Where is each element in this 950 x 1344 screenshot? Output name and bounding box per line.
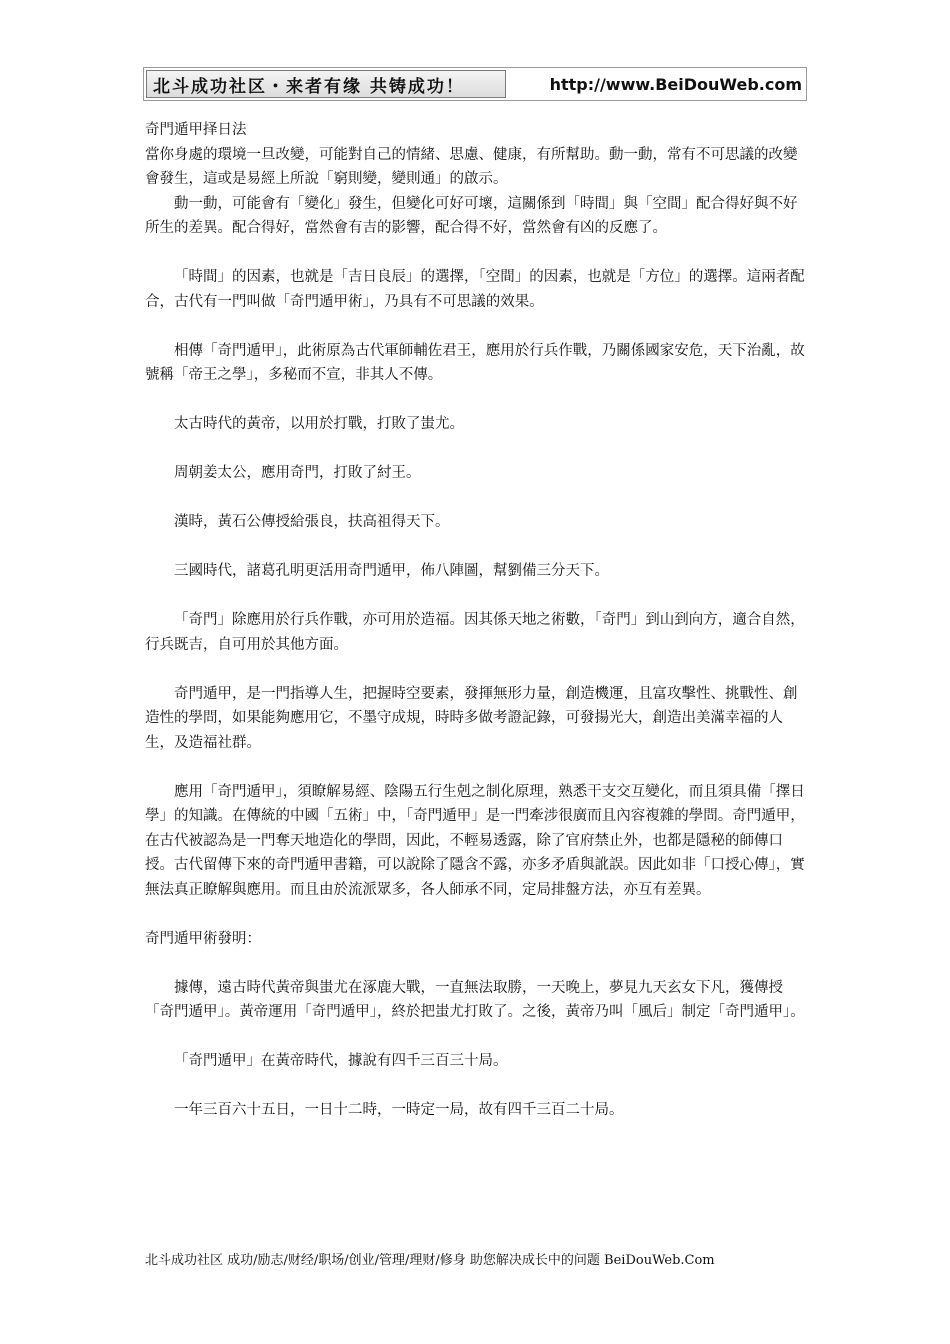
paragraph: 應用「奇門遁甲」，須瞭解易經、陰陽五行生剋之制化原理，熟悉干支交互變化，而且須具備「擇日學」的知識。在傳統的中國「五術」中，「奇門遁甲」是一門牽涉很廣而且內容複雜的學問。奇門遁甲，在古代被認為是一門奪天地造化的學問，因此，不輕易透露，除了官府禁止外，也都是隱秘的師傳口授。古代留傳下來的奇門遁甲書籍，可以說除了隱含不露，亦多矛盾與訛誤。因此如非「口授心傳」，實無法真正瞭解與應用。而且由於流派眾多，各人師承不同，定局排盤方法，亦互有差異。	[145, 783, 805, 898]
paragraph: 三國時代，諸葛孔明更活用奇門遁甲，佈八陣圖，幫劉備三分天下。	[174, 563, 609, 579]
page-footer: 北斗成功社区 成功/励志/财经/职场/创业/管理/理财/修身 助您解决成长中的问题 BeiDouWeb.Com	[145, 1253, 715, 1268]
site-banner	[143, 67, 807, 101]
paragraph: 「奇門」除應用於行兵作戰，亦可用於造福。因其係天地之術數，「奇門」到山到向方，適合自然，行兵既吉，自可用於其他方面。	[145, 612, 805, 653]
banner-url[interactable]: http://www.BeiDouWeb.com	[549, 74, 802, 94]
section-heading: 奇門遁甲術發明：	[145, 930, 261, 947]
paragraph: 「奇門遁甲」在黃帝時代，據說有四千三百三十局。	[174, 1053, 508, 1069]
paragraph: 漢時，黃石公傳授給張良，扶高祖得天下。	[174, 514, 450, 530]
article-body	[145, 118, 807, 1123]
paragraph: 周朝姜太公，應用奇門，打敗了紂王。	[174, 465, 421, 481]
paragraph: 動一動，可能會有「變化」發生，但變化可好可壞，這關係到「時間」與「空間」配合得好與不好所生的差異。配合得好，當然會有吉的影響，配合得不好，當然會有凶的反應了。	[145, 195, 798, 236]
banner-slogan: 北斗成功社区・来者有缘 共铸成功！	[146, 70, 506, 98]
paragraph: 據傳，遠古時代黃帝與蚩尤在涿鹿大戰，一直無法取勝，一天晚上，夢見九天玄女下凡，獲傳授「奇門遁甲」。黃帝運用「奇門遁甲」，終於把蚩尤打敗了。之後，黃帝乃叫「風后」制定「奇門遁甲」。	[145, 979, 805, 1020]
paragraph: 一年三百六十五日，一日十二時，一時定一局，故有四千三百二十局。	[174, 1102, 624, 1118]
paragraph: 奇門遁甲，是一門指導人生，把握時空要素，發揮無形力量，創造機運，且富攻擊性、挑戰性、創造性的學問，如果能夠應用它，不墨守成規，時時多做考證記錄，可發揚光大，創造出美滿幸福的人生，及造福社群。	[145, 685, 798, 751]
paragraph: 相傳「奇門遁甲」，此術原為古代軍師輔佐君王，應用於行兵作戰，乃關係國家安危，天下治亂，故號稱「帝王之學」，多秘而不宣，非其人不傳。	[145, 342, 805, 383]
paragraph: 當你身處的環境一旦改變，可能對自己的情緒、思慮、健康，有所幫助。動一動，常有不可思議的改變會發生，這或是易經上所說「窮則變，變則通」的啟示。	[145, 146, 798, 187]
paragraph: 太古時代的黃帝，以用於打戰，打敗了蚩尤。	[174, 416, 464, 432]
article-title: 奇門遁甲择日法	[145, 122, 247, 138]
paragraph: 「時間」的因素，也就是「吉日良辰」的選擇，「空間」的因素，也就是「方位」的選擇。這兩者配合，古代有一門叫做「奇門遁甲術」，乃具有不可思議的效果。	[145, 269, 805, 310]
